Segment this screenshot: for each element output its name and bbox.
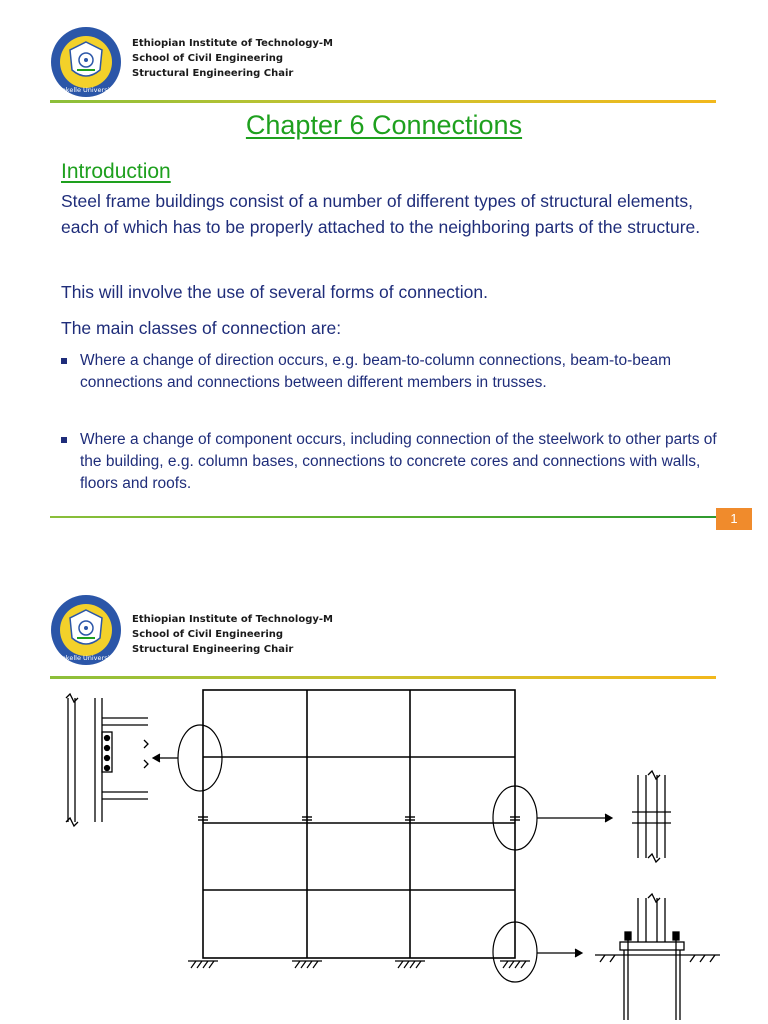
school-name: School of Civil Engineering <box>132 53 284 64</box>
bullet-item-2 <box>61 429 721 495</box>
column-splices <box>198 817 520 820</box>
callout-beam-column <box>178 725 222 791</box>
university-seal-icon <box>50 594 122 666</box>
seal-ring-text: Mekelle University <box>56 654 116 662</box>
detail-column-splice <box>632 771 671 862</box>
paragraph-1: Steel frame buildings consist of a number of different types of structural elements, each of which has to be properly attached to the neighboring parts of the structure. <box>61 191 701 237</box>
callout-arrows <box>153 754 612 957</box>
school-name: School of Civil Engineering <box>132 629 284 640</box>
seal-ring-text: Mekelle University <box>56 86 116 94</box>
fixed-supports <box>188 961 530 968</box>
slide-2 <box>0 580 768 1024</box>
header-divider <box>50 676 716 679</box>
detail-column-base <box>595 894 720 1020</box>
bullet-text: Where a change of direction occurs, e.g. beam-to-column connections, beam-to-beam connections and connections between different members in trusses. <box>80 352 672 391</box>
header-divider <box>50 100 716 103</box>
bullet-text: Where a change of component occurs, including connection of the steelwork to other parts of the building, e.g. column bases, connections to concrete cores and connections with walls, floors and roofs. <box>80 431 717 492</box>
square-bullet-icon <box>61 358 67 364</box>
paragraph-3: The main classes of connection are: <box>61 318 342 338</box>
section-heading: Introduction <box>61 160 171 183</box>
bullet-item-1 <box>61 350 721 394</box>
chapter-title: Chapter 6 Connections <box>245 110 523 140</box>
frame-outline <box>203 690 515 958</box>
chair-name: Structural Engineering Chair <box>132 68 294 79</box>
square-bullet-icon <box>61 437 67 443</box>
institution-header <box>132 612 333 657</box>
chair-name: Structural Engineering Chair <box>132 644 294 655</box>
university-seal-icon <box>50 26 122 98</box>
page-number-badge: 1 <box>716 508 752 530</box>
institution-name: Ethiopian Institute of Technology-M <box>132 38 333 49</box>
institution-name: Ethiopian Institute of Technology-M <box>132 614 333 625</box>
institution-header <box>132 36 333 81</box>
steel-frame-connections-diagram <box>40 680 740 1020</box>
paragraph-2: This will involve the use of several forms of connection. <box>61 282 488 302</box>
footer-divider <box>50 516 716 518</box>
detail-beam-column-connection <box>66 694 148 826</box>
